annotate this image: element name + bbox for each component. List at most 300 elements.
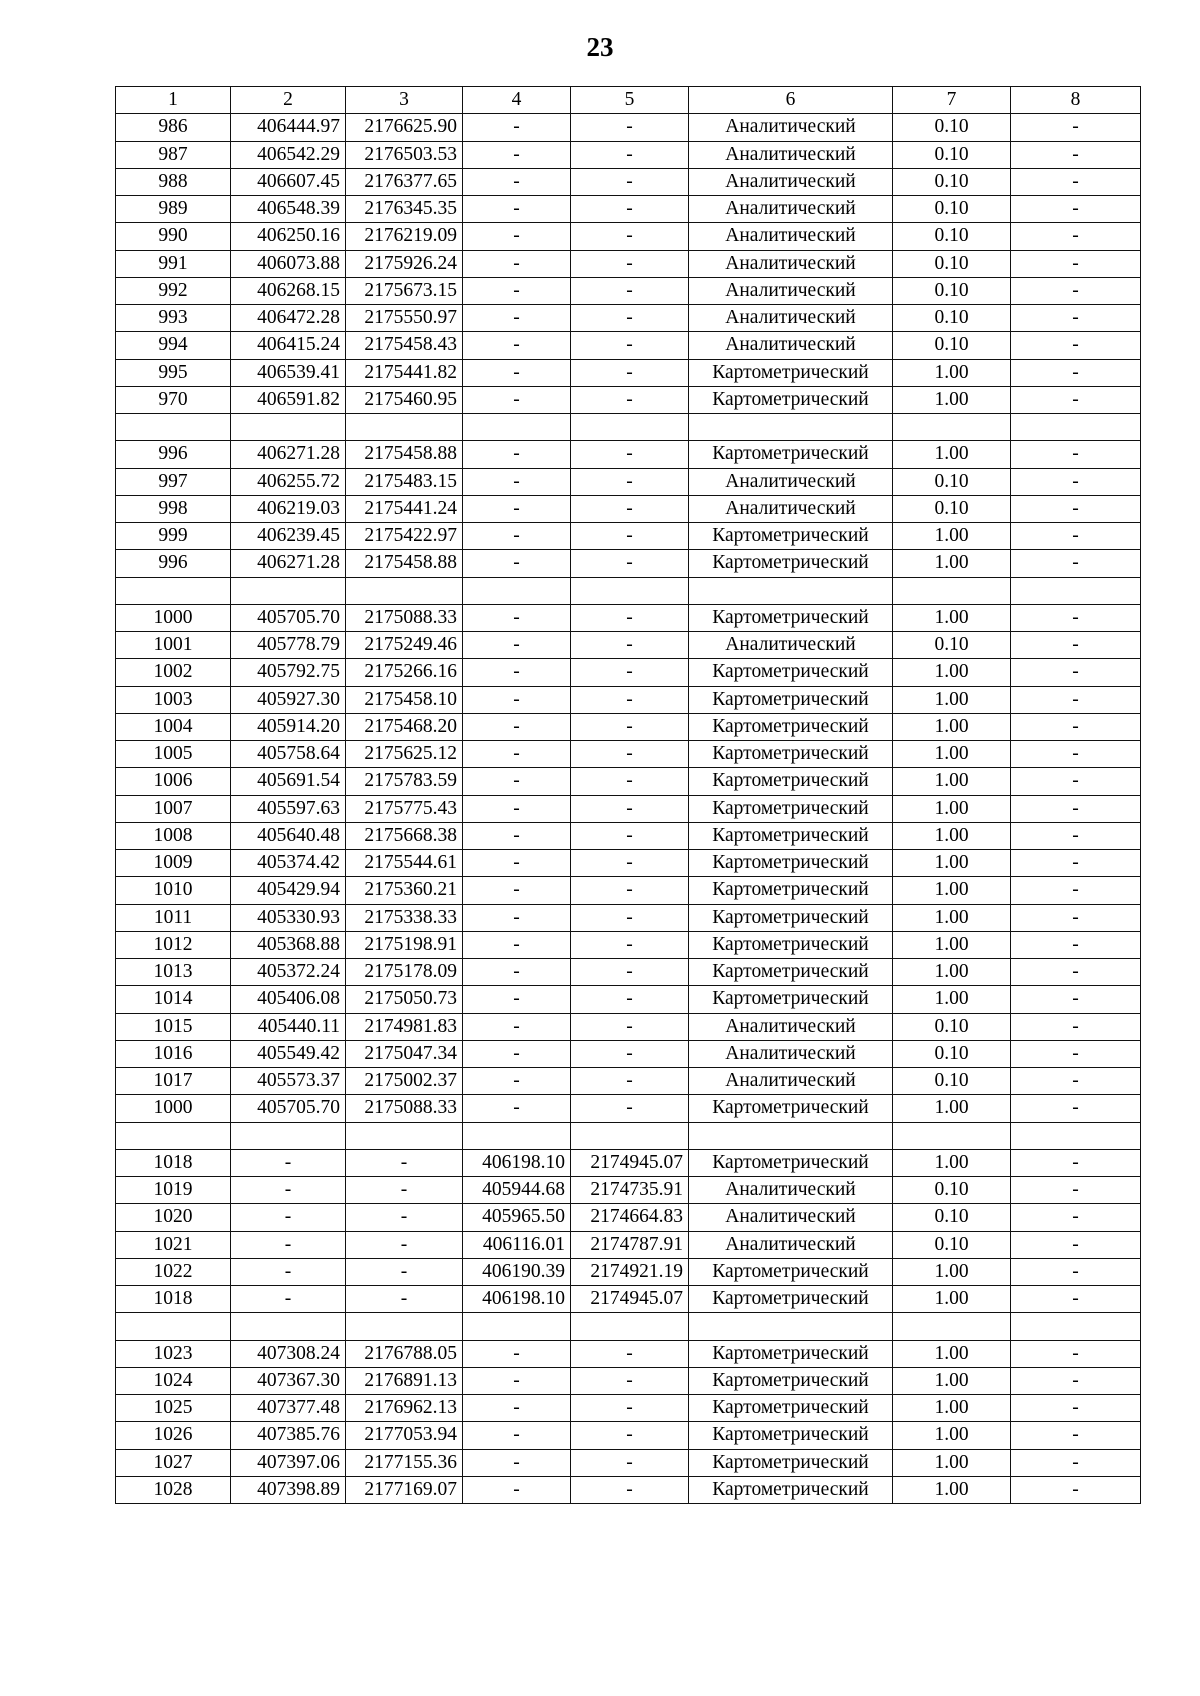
method-cell: Аналитический <box>689 1068 893 1095</box>
x-coord-cell: 405705.70 <box>231 604 346 631</box>
x-coord-cell: 405758.64 <box>231 741 346 768</box>
y-new-cell: 2174787.91 <box>571 1231 689 1258</box>
method-cell: Картометрический <box>689 959 893 986</box>
x-coord-cell: 405927.30 <box>231 686 346 713</box>
y-new-cell: - <box>571 741 689 768</box>
y-coord-cell: 2175460.95 <box>346 386 463 413</box>
point-number-cell: 992 <box>116 277 231 304</box>
note-cell: - <box>1011 604 1141 631</box>
table-row <box>116 659 1141 686</box>
note-cell: - <box>1011 931 1141 958</box>
table-row <box>116 386 1141 413</box>
note-cell <box>1011 414 1141 441</box>
table-row <box>116 1040 1141 1067</box>
table-row <box>116 713 1141 740</box>
table-row <box>116 1204 1141 1231</box>
y-new-cell: - <box>571 768 689 795</box>
x-coord-cell: 406219.03 <box>231 495 346 522</box>
note-cell: - <box>1011 223 1141 250</box>
y-coord-cell: 2175544.61 <box>346 850 463 877</box>
method-cell: Картометрический <box>689 1258 893 1285</box>
method-cell: Аналитический <box>689 223 893 250</box>
x-coord-cell: - <box>231 1177 346 1204</box>
y-new-cell: - <box>571 686 689 713</box>
y-coord-cell: 2175266.16 <box>346 659 463 686</box>
x-new-cell: - <box>463 959 571 986</box>
column-header: 7 <box>893 87 1011 114</box>
point-number-cell: 1023 <box>116 1340 231 1367</box>
note-cell: - <box>1011 959 1141 986</box>
table-row <box>116 1122 1141 1149</box>
x-new-cell: - <box>463 850 571 877</box>
accuracy-cell: 1.00 <box>893 604 1011 631</box>
accuracy-cell: 1.00 <box>893 713 1011 740</box>
accuracy-cell: 1.00 <box>893 1340 1011 1367</box>
point-number-cell: 987 <box>116 141 231 168</box>
point-number-cell: 990 <box>116 223 231 250</box>
table-row <box>116 1449 1141 1476</box>
method-cell: Картометрический <box>689 359 893 386</box>
y-coord-cell <box>346 577 463 604</box>
x-new-cell: - <box>463 468 571 495</box>
note-cell: - <box>1011 250 1141 277</box>
method-cell: Аналитический <box>689 141 893 168</box>
x-new-cell <box>463 577 571 604</box>
y-new-cell: - <box>571 550 689 577</box>
y-coord-cell: 2176377.65 <box>346 168 463 195</box>
x-new-cell: - <box>463 1040 571 1067</box>
x-coord-cell: 406255.72 <box>231 468 346 495</box>
method-cell <box>689 577 893 604</box>
note-cell: - <box>1011 659 1141 686</box>
note-cell <box>1011 1122 1141 1149</box>
y-new-cell: - <box>571 196 689 223</box>
point-number-cell <box>116 1122 231 1149</box>
y-coord-cell <box>346 1313 463 1340</box>
y-new-cell: - <box>571 904 689 931</box>
method-cell: Аналитический <box>689 1204 893 1231</box>
x-coord-cell: 406271.28 <box>231 441 346 468</box>
note-cell: - <box>1011 114 1141 141</box>
note-cell: - <box>1011 1476 1141 1503</box>
point-number-cell: 1010 <box>116 877 231 904</box>
table-row <box>116 332 1141 359</box>
table-row <box>116 196 1141 223</box>
y-coord-cell: 2176345.35 <box>346 196 463 223</box>
accuracy-cell: 0.10 <box>893 141 1011 168</box>
point-number-cell: 989 <box>116 196 231 223</box>
x-coord-cell: 407385.76 <box>231 1422 346 1449</box>
x-coord-cell: - <box>231 1204 346 1231</box>
method-cell: Картометрический <box>689 1340 893 1367</box>
accuracy-cell: 0.10 <box>893 1231 1011 1258</box>
point-number-cell: 1003 <box>116 686 231 713</box>
y-new-cell: 2174735.91 <box>571 1177 689 1204</box>
note-cell: - <box>1011 713 1141 740</box>
point-number-cell: 1022 <box>116 1258 231 1285</box>
y-coord-cell: 2175441.82 <box>346 359 463 386</box>
y-new-cell: - <box>571 1095 689 1122</box>
method-cell: Картометрический <box>689 1367 893 1394</box>
y-coord-cell: 2175468.20 <box>346 713 463 740</box>
point-number-cell: 1006 <box>116 768 231 795</box>
x-coord-cell: 405440.11 <box>231 1013 346 1040</box>
table-row <box>116 441 1141 468</box>
y-coord-cell: 2174981.83 <box>346 1013 463 1040</box>
y-new-cell: 2174945.07 <box>571 1286 689 1313</box>
table-row <box>116 604 1141 631</box>
table-row <box>116 414 1141 441</box>
table-row <box>116 1313 1141 1340</box>
point-number-cell: 1000 <box>116 1095 231 1122</box>
y-new-cell <box>571 1313 689 1340</box>
x-new-cell: - <box>463 1476 571 1503</box>
y-new-cell: - <box>571 441 689 468</box>
x-new-cell: - <box>463 141 571 168</box>
x-new-cell: - <box>463 441 571 468</box>
y-new-cell: - <box>571 332 689 359</box>
table-row <box>116 277 1141 304</box>
table-row <box>116 877 1141 904</box>
note-cell: - <box>1011 1422 1141 1449</box>
point-number-cell: 1000 <box>116 604 231 631</box>
x-new-cell: - <box>463 604 571 631</box>
method-cell: Картометрический <box>689 1422 893 1449</box>
y-coord-cell: 2175483.15 <box>346 468 463 495</box>
accuracy-cell: 1.00 <box>893 1095 1011 1122</box>
point-number-cell: 1008 <box>116 822 231 849</box>
table-row <box>116 1013 1141 1040</box>
accuracy-cell: 0.10 <box>893 223 1011 250</box>
y-coord-cell: 2177169.07 <box>346 1476 463 1503</box>
x-new-cell: - <box>463 359 571 386</box>
x-coord-cell: - <box>231 1286 346 1313</box>
y-coord-cell: 2176891.13 <box>346 1367 463 1394</box>
x-coord-cell: 405372.24 <box>231 959 346 986</box>
column-header: 6 <box>689 87 893 114</box>
y-coord-cell: 2175088.33 <box>346 1095 463 1122</box>
note-cell: - <box>1011 386 1141 413</box>
x-new-cell: - <box>463 741 571 768</box>
accuracy-cell: 0.10 <box>893 196 1011 223</box>
point-number-cell: 970 <box>116 386 231 413</box>
y-coord-cell: 2175249.46 <box>346 632 463 659</box>
x-new-cell: - <box>463 1013 571 1040</box>
x-coord-cell: 407397.06 <box>231 1449 346 1476</box>
y-coord-cell: - <box>346 1286 463 1313</box>
x-coord-cell: 405573.37 <box>231 1068 346 1095</box>
x-new-cell: - <box>463 1395 571 1422</box>
method-cell <box>689 1122 893 1149</box>
table-row <box>116 523 1141 550</box>
column-header: 2 <box>231 87 346 114</box>
method-cell: Картометрический <box>689 686 893 713</box>
column-header: 3 <box>346 87 463 114</box>
table-row <box>116 114 1141 141</box>
point-number-cell: 1020 <box>116 1204 231 1231</box>
accuracy-cell: 1.00 <box>893 768 1011 795</box>
point-number-cell: 991 <box>116 250 231 277</box>
page-number: 23 <box>586 32 614 62</box>
accuracy-cell: 1.00 <box>893 1367 1011 1394</box>
accuracy-cell: 1.00 <box>893 1149 1011 1176</box>
method-cell: Картометрический <box>689 1149 893 1176</box>
note-cell: - <box>1011 1068 1141 1095</box>
note-cell: - <box>1011 1340 1141 1367</box>
table-row <box>116 1476 1141 1503</box>
note-cell: - <box>1011 495 1141 522</box>
y-new-cell: - <box>571 931 689 958</box>
x-coord-cell: 406268.15 <box>231 277 346 304</box>
point-number-cell: 1018 <box>116 1286 231 1313</box>
accuracy-cell: 0.10 <box>893 305 1011 332</box>
note-cell: - <box>1011 196 1141 223</box>
y-new-cell: - <box>571 1367 689 1394</box>
accuracy-cell: 1.00 <box>893 850 1011 877</box>
note-cell: - <box>1011 523 1141 550</box>
note-cell: - <box>1011 1286 1141 1313</box>
method-cell: Аналитический <box>689 632 893 659</box>
method-cell: Картометрический <box>689 768 893 795</box>
x-new-cell: - <box>463 686 571 713</box>
column-header: 8 <box>1011 87 1141 114</box>
table-row <box>116 1068 1141 1095</box>
column-header: 1 <box>116 87 231 114</box>
method-cell: Аналитический <box>689 114 893 141</box>
y-new-cell: - <box>571 1068 689 1095</box>
x-coord-cell: 406271.28 <box>231 550 346 577</box>
y-coord-cell <box>346 414 463 441</box>
accuracy-cell <box>893 1122 1011 1149</box>
table-row <box>116 686 1141 713</box>
note-cell: - <box>1011 1149 1141 1176</box>
table-row <box>116 1286 1141 1313</box>
point-number-cell: 1002 <box>116 659 231 686</box>
method-cell: Картометрический <box>689 604 893 631</box>
x-coord-cell: 407398.89 <box>231 1476 346 1503</box>
method-cell: Аналитический <box>689 1040 893 1067</box>
point-number-cell: 995 <box>116 359 231 386</box>
y-new-cell: - <box>571 277 689 304</box>
table-row <box>116 1367 1141 1394</box>
x-new-cell: 406198.10 <box>463 1286 571 1313</box>
y-new-cell: - <box>571 495 689 522</box>
accuracy-cell: 0.10 <box>893 250 1011 277</box>
x-coord-cell: 405792.75 <box>231 659 346 686</box>
x-coord-cell: - <box>231 1231 346 1258</box>
x-new-cell: - <box>463 523 571 550</box>
accuracy-cell: 1.00 <box>893 441 1011 468</box>
point-number-cell <box>116 1313 231 1340</box>
table-row <box>116 359 1141 386</box>
x-new-cell: - <box>463 305 571 332</box>
point-number-cell: 1014 <box>116 986 231 1013</box>
y-coord-cell: 2175458.43 <box>346 332 463 359</box>
y-new-cell: - <box>571 1040 689 1067</box>
note-cell <box>1011 577 1141 604</box>
x-coord-cell: 406542.29 <box>231 141 346 168</box>
note-cell: - <box>1011 1204 1141 1231</box>
point-number-cell: 999 <box>116 523 231 550</box>
x-coord-cell: 406415.24 <box>231 332 346 359</box>
y-coord-cell: - <box>346 1204 463 1231</box>
x-new-cell: - <box>463 768 571 795</box>
table-body <box>116 114 1141 1504</box>
note-cell: - <box>1011 1367 1141 1394</box>
y-coord-cell: 2177155.36 <box>346 1449 463 1476</box>
y-new-cell: - <box>571 632 689 659</box>
y-coord-cell: 2175783.59 <box>346 768 463 795</box>
y-new-cell: - <box>571 250 689 277</box>
accuracy-cell: 1.00 <box>893 1258 1011 1285</box>
y-coord-cell: 2175088.33 <box>346 604 463 631</box>
table-row <box>116 550 1141 577</box>
accuracy-cell: 1.00 <box>893 986 1011 1013</box>
x-new-cell: - <box>463 986 571 1013</box>
point-number-cell: 1019 <box>116 1177 231 1204</box>
point-number-cell: 997 <box>116 468 231 495</box>
x-coord-cell <box>231 577 346 604</box>
accuracy-cell <box>893 1313 1011 1340</box>
method-cell: Картометрический <box>689 986 893 1013</box>
note-cell: - <box>1011 441 1141 468</box>
method-cell: Аналитический <box>689 250 893 277</box>
y-coord-cell: 2175441.24 <box>346 495 463 522</box>
x-new-cell: - <box>463 1340 571 1367</box>
accuracy-cell: 0.10 <box>893 468 1011 495</box>
accuracy-cell: 1.00 <box>893 1395 1011 1422</box>
point-number-cell: 988 <box>116 168 231 195</box>
x-coord-cell: 407308.24 <box>231 1340 346 1367</box>
method-cell: Картометрический <box>689 1286 893 1313</box>
x-new-cell: - <box>463 550 571 577</box>
y-new-cell: - <box>571 1013 689 1040</box>
y-new-cell: - <box>571 223 689 250</box>
method-cell: Картометрический <box>689 877 893 904</box>
y-new-cell: - <box>571 114 689 141</box>
note-cell: - <box>1011 1095 1141 1122</box>
x-new-cell: 406190.39 <box>463 1258 571 1285</box>
point-number-cell: 1012 <box>116 931 231 958</box>
x-new-cell: - <box>463 250 571 277</box>
y-coord-cell: 2175360.21 <box>346 877 463 904</box>
y-coord-cell: 2175625.12 <box>346 741 463 768</box>
header-row <box>116 87 1141 114</box>
note-cell: - <box>1011 795 1141 822</box>
x-coord-cell: 405374.42 <box>231 850 346 877</box>
accuracy-cell <box>893 414 1011 441</box>
x-coord-cell: 405914.20 <box>231 713 346 740</box>
x-coord-cell: 407367.30 <box>231 1367 346 1394</box>
note-cell <box>1011 1313 1141 1340</box>
accuracy-cell: 0.10 <box>893 168 1011 195</box>
x-coord-cell: 405640.48 <box>231 822 346 849</box>
point-number-cell: 1021 <box>116 1231 231 1258</box>
x-new-cell: - <box>463 277 571 304</box>
y-new-cell: - <box>571 1340 689 1367</box>
table-row <box>116 986 1141 1013</box>
accuracy-cell: 1.00 <box>893 877 1011 904</box>
point-number-cell <box>116 414 231 441</box>
point-number-cell: 1005 <box>116 741 231 768</box>
x-coord-cell: 405691.54 <box>231 768 346 795</box>
x-coord-cell: 405368.88 <box>231 931 346 958</box>
y-new-cell: 2174945.07 <box>571 1149 689 1176</box>
table-row <box>116 495 1141 522</box>
accuracy-cell: 1.00 <box>893 1476 1011 1503</box>
point-number-cell: 1011 <box>116 904 231 931</box>
x-coord-cell: 405406.08 <box>231 986 346 1013</box>
x-new-cell: - <box>463 713 571 740</box>
x-new-cell: - <box>463 877 571 904</box>
x-coord-cell: 405429.94 <box>231 877 346 904</box>
table-row <box>116 1177 1141 1204</box>
x-new-cell: - <box>463 1449 571 1476</box>
note-cell: - <box>1011 1258 1141 1285</box>
y-new-cell: - <box>571 877 689 904</box>
method-cell: Картометрический <box>689 441 893 468</box>
method-cell: Картометрический <box>689 713 893 740</box>
y-coord-cell: 2175458.88 <box>346 441 463 468</box>
x-new-cell: 406116.01 <box>463 1231 571 1258</box>
method-cell: Картометрический <box>689 795 893 822</box>
method-cell: Картометрический <box>689 1395 893 1422</box>
point-number-cell: 1013 <box>116 959 231 986</box>
x-new-cell: - <box>463 168 571 195</box>
point-number-cell: 1017 <box>116 1068 231 1095</box>
table-row <box>116 959 1141 986</box>
table-row <box>116 632 1141 659</box>
table-row <box>116 141 1141 168</box>
accuracy-cell: 0.10 <box>893 1177 1011 1204</box>
y-new-cell: - <box>571 168 689 195</box>
y-coord-cell: 2175338.33 <box>346 904 463 931</box>
table-row <box>116 168 1141 195</box>
note-cell: - <box>1011 332 1141 359</box>
y-new-cell: - <box>571 386 689 413</box>
x-new-cell: - <box>463 904 571 931</box>
y-new-cell <box>571 414 689 441</box>
y-coord-cell: - <box>346 1149 463 1176</box>
method-cell: Картометрический <box>689 1476 893 1503</box>
accuracy-cell: 0.10 <box>893 277 1011 304</box>
point-number-cell: 993 <box>116 305 231 332</box>
table-row <box>116 305 1141 332</box>
note-cell: - <box>1011 277 1141 304</box>
y-new-cell: - <box>571 1476 689 1503</box>
x-coord-cell: 406073.88 <box>231 250 346 277</box>
method-cell <box>689 414 893 441</box>
y-new-cell: - <box>571 850 689 877</box>
point-number-cell: 1024 <box>116 1367 231 1394</box>
x-coord-cell: 406472.28 <box>231 305 346 332</box>
method-cell: Картометрический <box>689 850 893 877</box>
y-new-cell: - <box>571 1422 689 1449</box>
y-coord-cell: 2175178.09 <box>346 959 463 986</box>
point-number-cell: 1028 <box>116 1476 231 1503</box>
accuracy-cell: 0.10 <box>893 1204 1011 1231</box>
x-coord-cell: 406591.82 <box>231 386 346 413</box>
table-row <box>116 223 1141 250</box>
x-new-cell: 406198.10 <box>463 1149 571 1176</box>
table-row <box>116 1149 1141 1176</box>
note-cell: - <box>1011 768 1141 795</box>
y-coord-cell: 2175668.38 <box>346 822 463 849</box>
y-coord-cell: - <box>346 1231 463 1258</box>
y-coord-cell: - <box>346 1258 463 1285</box>
accuracy-cell: 0.10 <box>893 114 1011 141</box>
accuracy-cell: 1.00 <box>893 822 1011 849</box>
